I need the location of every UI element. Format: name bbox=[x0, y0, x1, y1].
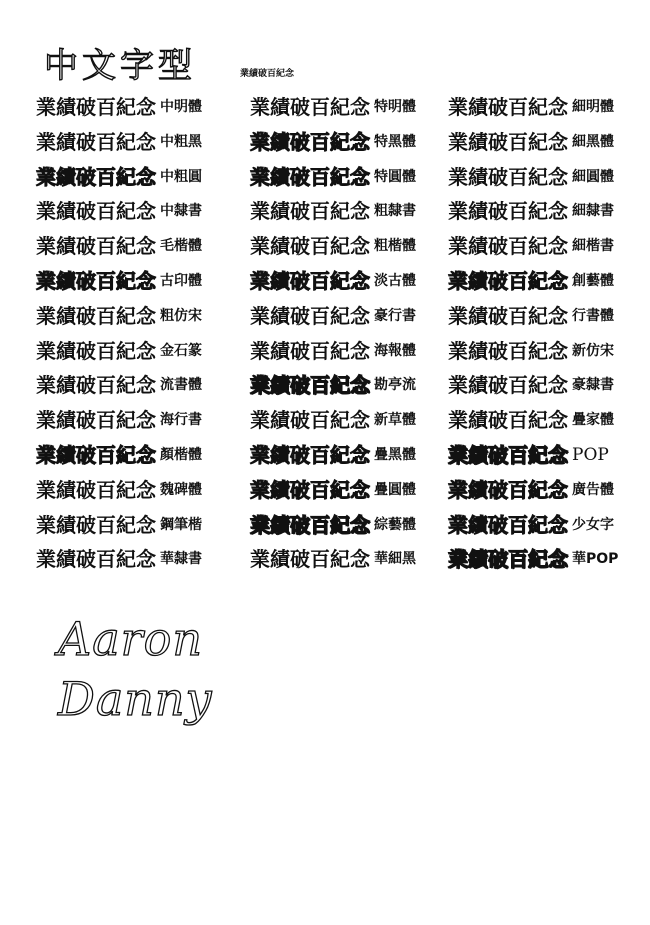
font-name-label: 少女字 bbox=[572, 516, 614, 533]
font-name-label: 華細黑 bbox=[374, 551, 416, 568]
font-sample-text: 業績破百紀念 bbox=[36, 129, 156, 154]
font-sample-cell bbox=[36, 125, 202, 159]
font-sample-text: 業績破百紀念 bbox=[250, 547, 370, 572]
font-sample-cell bbox=[448, 438, 609, 472]
font-sample-cell bbox=[36, 194, 202, 228]
font-sample-text: 業績破百紀念 bbox=[250, 477, 370, 502]
font-sample-cell bbox=[36, 542, 202, 576]
font-sample-text: 業績破百紀念 bbox=[36, 199, 156, 224]
font-sample-cell bbox=[448, 508, 614, 542]
font-sample-text: 業績破百紀念 bbox=[250, 199, 370, 224]
font-row bbox=[0, 438, 650, 472]
font-name-label: 魏碑體 bbox=[160, 481, 202, 498]
font-name-label: 行書體 bbox=[572, 307, 614, 324]
font-sample-text: 業績破百紀念 bbox=[36, 512, 156, 537]
page-title: 中文字型 bbox=[44, 46, 196, 86]
font-sample-text: 業績破百紀念 bbox=[448, 443, 568, 467]
font-name-label: 中明體 bbox=[160, 99, 202, 115]
font-name-label: 特明體 bbox=[374, 99, 416, 115]
font-name-label: 細明體 bbox=[572, 99, 614, 115]
font-name-label: 細圓體 bbox=[572, 168, 614, 185]
font-sample-cell bbox=[448, 90, 614, 124]
font-sample-cell bbox=[250, 229, 416, 263]
font-sample-text: 業績破百紀念 bbox=[448, 373, 568, 398]
font-sample-text: 業績破百紀念 bbox=[36, 338, 156, 363]
font-sample-text: 業績破百紀念 bbox=[250, 373, 370, 398]
font-row bbox=[0, 125, 650, 159]
font-name-label: 海行書 bbox=[160, 412, 202, 429]
font-name-label: 新仿宋 bbox=[572, 342, 614, 359]
font-name-label: 流書體 bbox=[160, 377, 202, 394]
font-sample-cell bbox=[448, 334, 614, 368]
font-sample-cell bbox=[448, 160, 614, 194]
font-name-label: 中隸書 bbox=[160, 203, 202, 220]
font-sample-cell bbox=[36, 508, 202, 542]
font-row bbox=[0, 160, 650, 194]
font-sample-cell bbox=[36, 229, 202, 263]
font-sample-cell bbox=[448, 542, 618, 576]
font-name-label: 毛楷體 bbox=[160, 238, 202, 255]
font-sample-cell bbox=[36, 438, 202, 472]
font-sample-text: 業績破百紀念 bbox=[250, 443, 370, 467]
font-sample-text: 業績破百紀念 bbox=[448, 199, 568, 224]
font-row bbox=[0, 473, 650, 507]
font-sample-text: 業績破百紀念 bbox=[250, 338, 370, 363]
latin-sample-aaron: Aaron bbox=[58, 612, 203, 666]
font-name-label: 細黑體 bbox=[572, 133, 614, 150]
font-sample-text: 業績破百紀念 bbox=[448, 303, 568, 328]
font-sample-cell bbox=[250, 299, 416, 333]
font-sample-text: 業績破百紀念 bbox=[250, 95, 370, 119]
font-sample-cell bbox=[36, 299, 202, 333]
font-sample-cell bbox=[36, 473, 202, 507]
font-name-label: 粗楷體 bbox=[374, 238, 416, 255]
font-name-label: 豪隸書 bbox=[572, 377, 614, 394]
font-sample-text: 業績破百紀念 bbox=[36, 269, 156, 293]
font-sample-cell bbox=[36, 403, 202, 437]
font-sample-text: 業績破百紀念 bbox=[36, 547, 156, 572]
font-sample-text: 業績破百紀念 bbox=[250, 269, 370, 293]
font-sample-cell bbox=[36, 160, 202, 194]
font-sample-text: 業績破百紀念 bbox=[36, 164, 156, 189]
font-row bbox=[0, 299, 650, 333]
font-sample-cell bbox=[250, 542, 416, 576]
font-name-label: 疊家體 bbox=[572, 412, 614, 429]
font-sample-text: 業績破百紀念 bbox=[250, 164, 370, 189]
font-sample-text: 業績破百紀念 bbox=[448, 95, 568, 119]
font-sample-text: 業績破百紀念 bbox=[448, 234, 568, 259]
font-sample-text: 業績破百紀念 bbox=[36, 443, 156, 467]
font-row bbox=[0, 264, 650, 298]
font-sample-cell bbox=[36, 90, 202, 124]
font-name-label: 淡古體 bbox=[374, 273, 416, 289]
font-sample-cell bbox=[250, 194, 416, 228]
font-sample-cell bbox=[250, 473, 416, 507]
font-sample-cell bbox=[250, 438, 416, 472]
font-row bbox=[0, 508, 650, 542]
font-name-label: 海報體 bbox=[374, 342, 416, 359]
font-name-label: 金石篆 bbox=[160, 342, 202, 359]
font-row bbox=[0, 90, 650, 124]
font-name-label: 細隸書 bbox=[572, 203, 614, 220]
font-name-label: 華POP bbox=[572, 551, 619, 568]
font-row bbox=[0, 229, 650, 263]
font-name-label: POP bbox=[572, 445, 609, 465]
font-sample-text: 業績破百紀念 bbox=[250, 303, 370, 328]
font-name-label: 創藝體 bbox=[572, 273, 614, 289]
font-sample-text: 業績破百紀念 bbox=[36, 477, 156, 502]
font-name-label: 特圓體 bbox=[374, 168, 416, 185]
font-name-label: 豪行書 bbox=[374, 307, 416, 324]
font-sample-cell bbox=[250, 368, 416, 402]
font-sample-cell bbox=[250, 403, 416, 437]
font-sample-cell bbox=[36, 368, 202, 402]
font-sample-cell bbox=[36, 334, 202, 368]
font-name-label: 粗仿宋 bbox=[160, 307, 202, 324]
font-name-label: 勘亭流 bbox=[374, 377, 416, 394]
font-sample-cell bbox=[448, 125, 614, 159]
font-row bbox=[0, 368, 650, 402]
font-name-label: 粗隸書 bbox=[374, 203, 416, 220]
font-sample-cell bbox=[250, 90, 416, 124]
font-sample-text: 業績破百紀念 bbox=[36, 95, 156, 119]
font-sample-cell bbox=[250, 125, 416, 159]
title-sample-text: 業績破百紀念 bbox=[240, 69, 295, 79]
font-sample-cell bbox=[448, 299, 614, 333]
font-sample-text: 業績破百紀念 bbox=[36, 303, 156, 328]
font-row bbox=[0, 194, 650, 228]
font-sample-cell bbox=[36, 264, 202, 298]
font-sample-text: 業績破百紀念 bbox=[448, 408, 568, 433]
font-sample-text: 業績破百紀念 bbox=[250, 408, 370, 433]
font-sample-text: 業績破百紀念 bbox=[448, 547, 568, 572]
font-name-label: 疊黑體 bbox=[374, 447, 416, 463]
font-sample-cell bbox=[448, 229, 614, 263]
font-sample-text: 業績破百紀念 bbox=[36, 408, 156, 433]
font-sample-text: 業績破百紀念 bbox=[36, 373, 156, 398]
font-sample-cell bbox=[448, 403, 614, 437]
font-sample-text: 業績破百紀念 bbox=[448, 129, 568, 154]
font-sample-cell bbox=[448, 473, 614, 507]
font-name-label: 廣告體 bbox=[572, 481, 614, 498]
font-name-label: 中粗圓 bbox=[160, 168, 202, 185]
font-sample-cell bbox=[250, 160, 416, 194]
font-sample-cell bbox=[448, 264, 614, 298]
font-sample-text: 業績破百紀念 bbox=[448, 164, 568, 189]
font-sample-text: 業績破百紀念 bbox=[36, 234, 156, 259]
font-sample-cell bbox=[250, 264, 416, 298]
font-sample-text: 業績破百紀念 bbox=[448, 512, 568, 537]
font-row bbox=[0, 334, 650, 368]
font-name-label: 細楷書 bbox=[572, 238, 614, 255]
font-name-label: 疊圓體 bbox=[374, 481, 416, 498]
font-name-label: 綜藝體 bbox=[374, 516, 416, 533]
font-sample-text: 業績破百紀念 bbox=[250, 234, 370, 259]
font-name-label: 古印體 bbox=[160, 273, 202, 289]
font-sample-text: 業績破百紀念 bbox=[448, 338, 568, 363]
font-name-label: 顏楷體 bbox=[160, 447, 202, 463]
font-sample-text: 業績破百紀念 bbox=[448, 269, 568, 293]
font-name-label: 鋼筆楷 bbox=[160, 516, 202, 533]
font-row bbox=[0, 542, 650, 576]
font-sample-text: 業績破百紀念 bbox=[448, 477, 568, 502]
font-name-label: 新草體 bbox=[374, 412, 416, 429]
font-sample-cell bbox=[448, 194, 614, 228]
font-name-label: 中粗黑 bbox=[160, 133, 202, 150]
font-name-label: 華隸書 bbox=[160, 551, 202, 568]
font-sample-text: 業績破百紀念 bbox=[250, 512, 370, 537]
font-sample-cell bbox=[250, 508, 416, 542]
font-row bbox=[0, 403, 650, 437]
font-name-label: 特黑體 bbox=[374, 133, 416, 150]
font-sample-text: 業績破百紀念 bbox=[250, 129, 370, 154]
font-sample-cell bbox=[250, 334, 416, 368]
font-sample-cell bbox=[448, 368, 614, 402]
latin-sample-danny: Danny bbox=[58, 672, 213, 726]
